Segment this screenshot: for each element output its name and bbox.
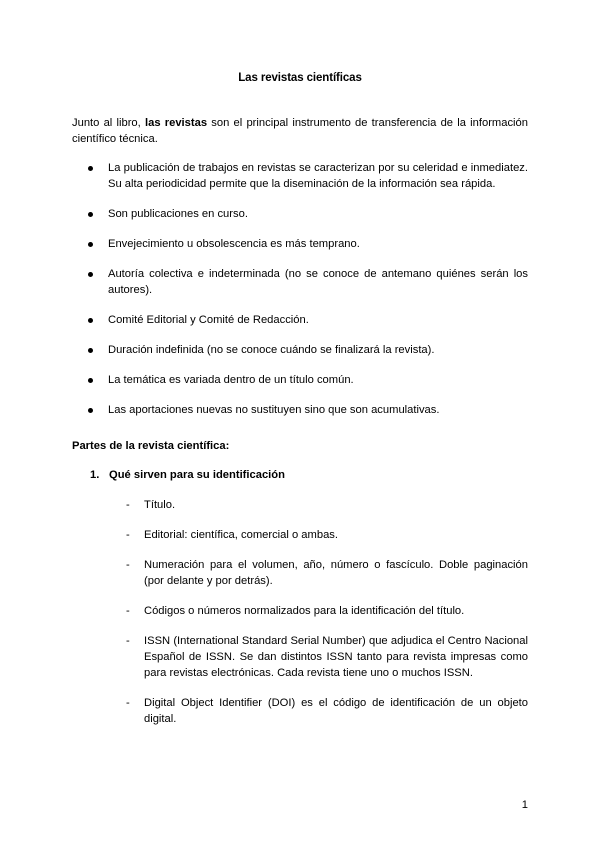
- dash-marker: -: [126, 499, 130, 511]
- dash-marker: -: [126, 635, 130, 647]
- bullet-dot-icon: [88, 378, 93, 383]
- bullet-item: [0, 342, 528, 358]
- dash-item: [0, 497, 528, 513]
- bullet-item: [0, 402, 528, 418]
- bullet-dot-icon: [88, 408, 93, 413]
- bullet-item: [0, 236, 528, 252]
- bullet-dot-icon: [88, 166, 93, 171]
- bullet-text: La publicación de trabajos en revistas se caracterizan por su celeridad e inmediatez. Su alta periodicidad permite que la diseminación de la información sea rápida.: [108, 162, 528, 190]
- bullet-item: [0, 312, 528, 328]
- intro-text-start: Junto al libro,: [72, 117, 145, 129]
- dash-item: [0, 603, 528, 619]
- intro-text-end: son el principal instrumento de transferencia de la información científico técnica.: [72, 117, 528, 145]
- dash-item: [0, 633, 528, 681]
- bullet-text: Comité Editorial y Comité de Redacción.: [108, 314, 309, 326]
- bullet-dot-icon: [88, 318, 93, 323]
- dash-text: Digital Object Identifier (DOI) es el código de identificación de un objeto digital.: [144, 697, 528, 725]
- features-bullet-list: [0, 160, 600, 432]
- bullet-text: Duración indefinida (no se conoce cuándo se finalizará la revista).: [108, 344, 435, 356]
- bullet-text: Las aportaciones nuevas no sustituyen sino que son acumulativas.: [108, 404, 440, 416]
- bullet-text: La temática es variada dentro de un título común.: [108, 374, 354, 386]
- page-number: 1: [521, 799, 528, 811]
- dash-item: [0, 695, 528, 727]
- bullet-dot-icon: [88, 348, 93, 353]
- numbered-heading: [90, 467, 285, 483]
- section-heading: Partes de la revista científica:: [72, 440, 230, 452]
- bullet-text: Son publicaciones en curso.: [108, 208, 248, 220]
- bullet-dot-icon: [88, 272, 93, 277]
- numbered-heading-text: Qué sirven para su identificación: [109, 469, 285, 481]
- bullet-text: Autoría colectiva e indeterminada (no se conoce de antemano quiénes serán los autores).: [108, 268, 528, 296]
- bullet-item: [0, 160, 528, 192]
- dash-marker: -: [126, 605, 130, 617]
- dash-item: [0, 527, 528, 543]
- bullet-item: [0, 206, 528, 222]
- intro-bold-term: las revistas: [144, 117, 208, 129]
- bullet-text: Envejecimiento u obsolescencia es más temprano.: [108, 238, 360, 250]
- dash-text: Numeración para el volumen, año, número o fascículo. Doble paginación (por delante y por detrás).: [144, 559, 528, 587]
- page-title: Las revistas científicas: [238, 72, 362, 84]
- bullet-item: [0, 266, 528, 298]
- dash-marker: -: [126, 559, 130, 571]
- dash-text: Título.: [144, 499, 176, 511]
- bullet-item: [0, 372, 528, 388]
- dash-text: Editorial: científica, comercial o ambas.: [144, 529, 338, 541]
- intro-paragraph: [72, 115, 528, 147]
- dash-marker: -: [126, 697, 130, 709]
- dash-marker: -: [126, 529, 130, 541]
- numbered-heading-number: 1.: [90, 469, 100, 481]
- bullet-dot-icon: [88, 242, 93, 247]
- dash-item: [0, 557, 528, 589]
- dash-text: Códigos o números normalizados para la identificación del título.: [144, 605, 465, 617]
- bullet-dot-icon: [88, 212, 93, 217]
- dash-text: ISSN (International Standard Serial Number) que adjudica el Centro Nacional Español de ISSN. Se dan distintos ISSN tanto para revista impresas como para revistas electrónicas. Cada revista tiene uno o muchos ISSN.: [144, 635, 528, 679]
- identification-dash-list: [0, 497, 600, 741]
